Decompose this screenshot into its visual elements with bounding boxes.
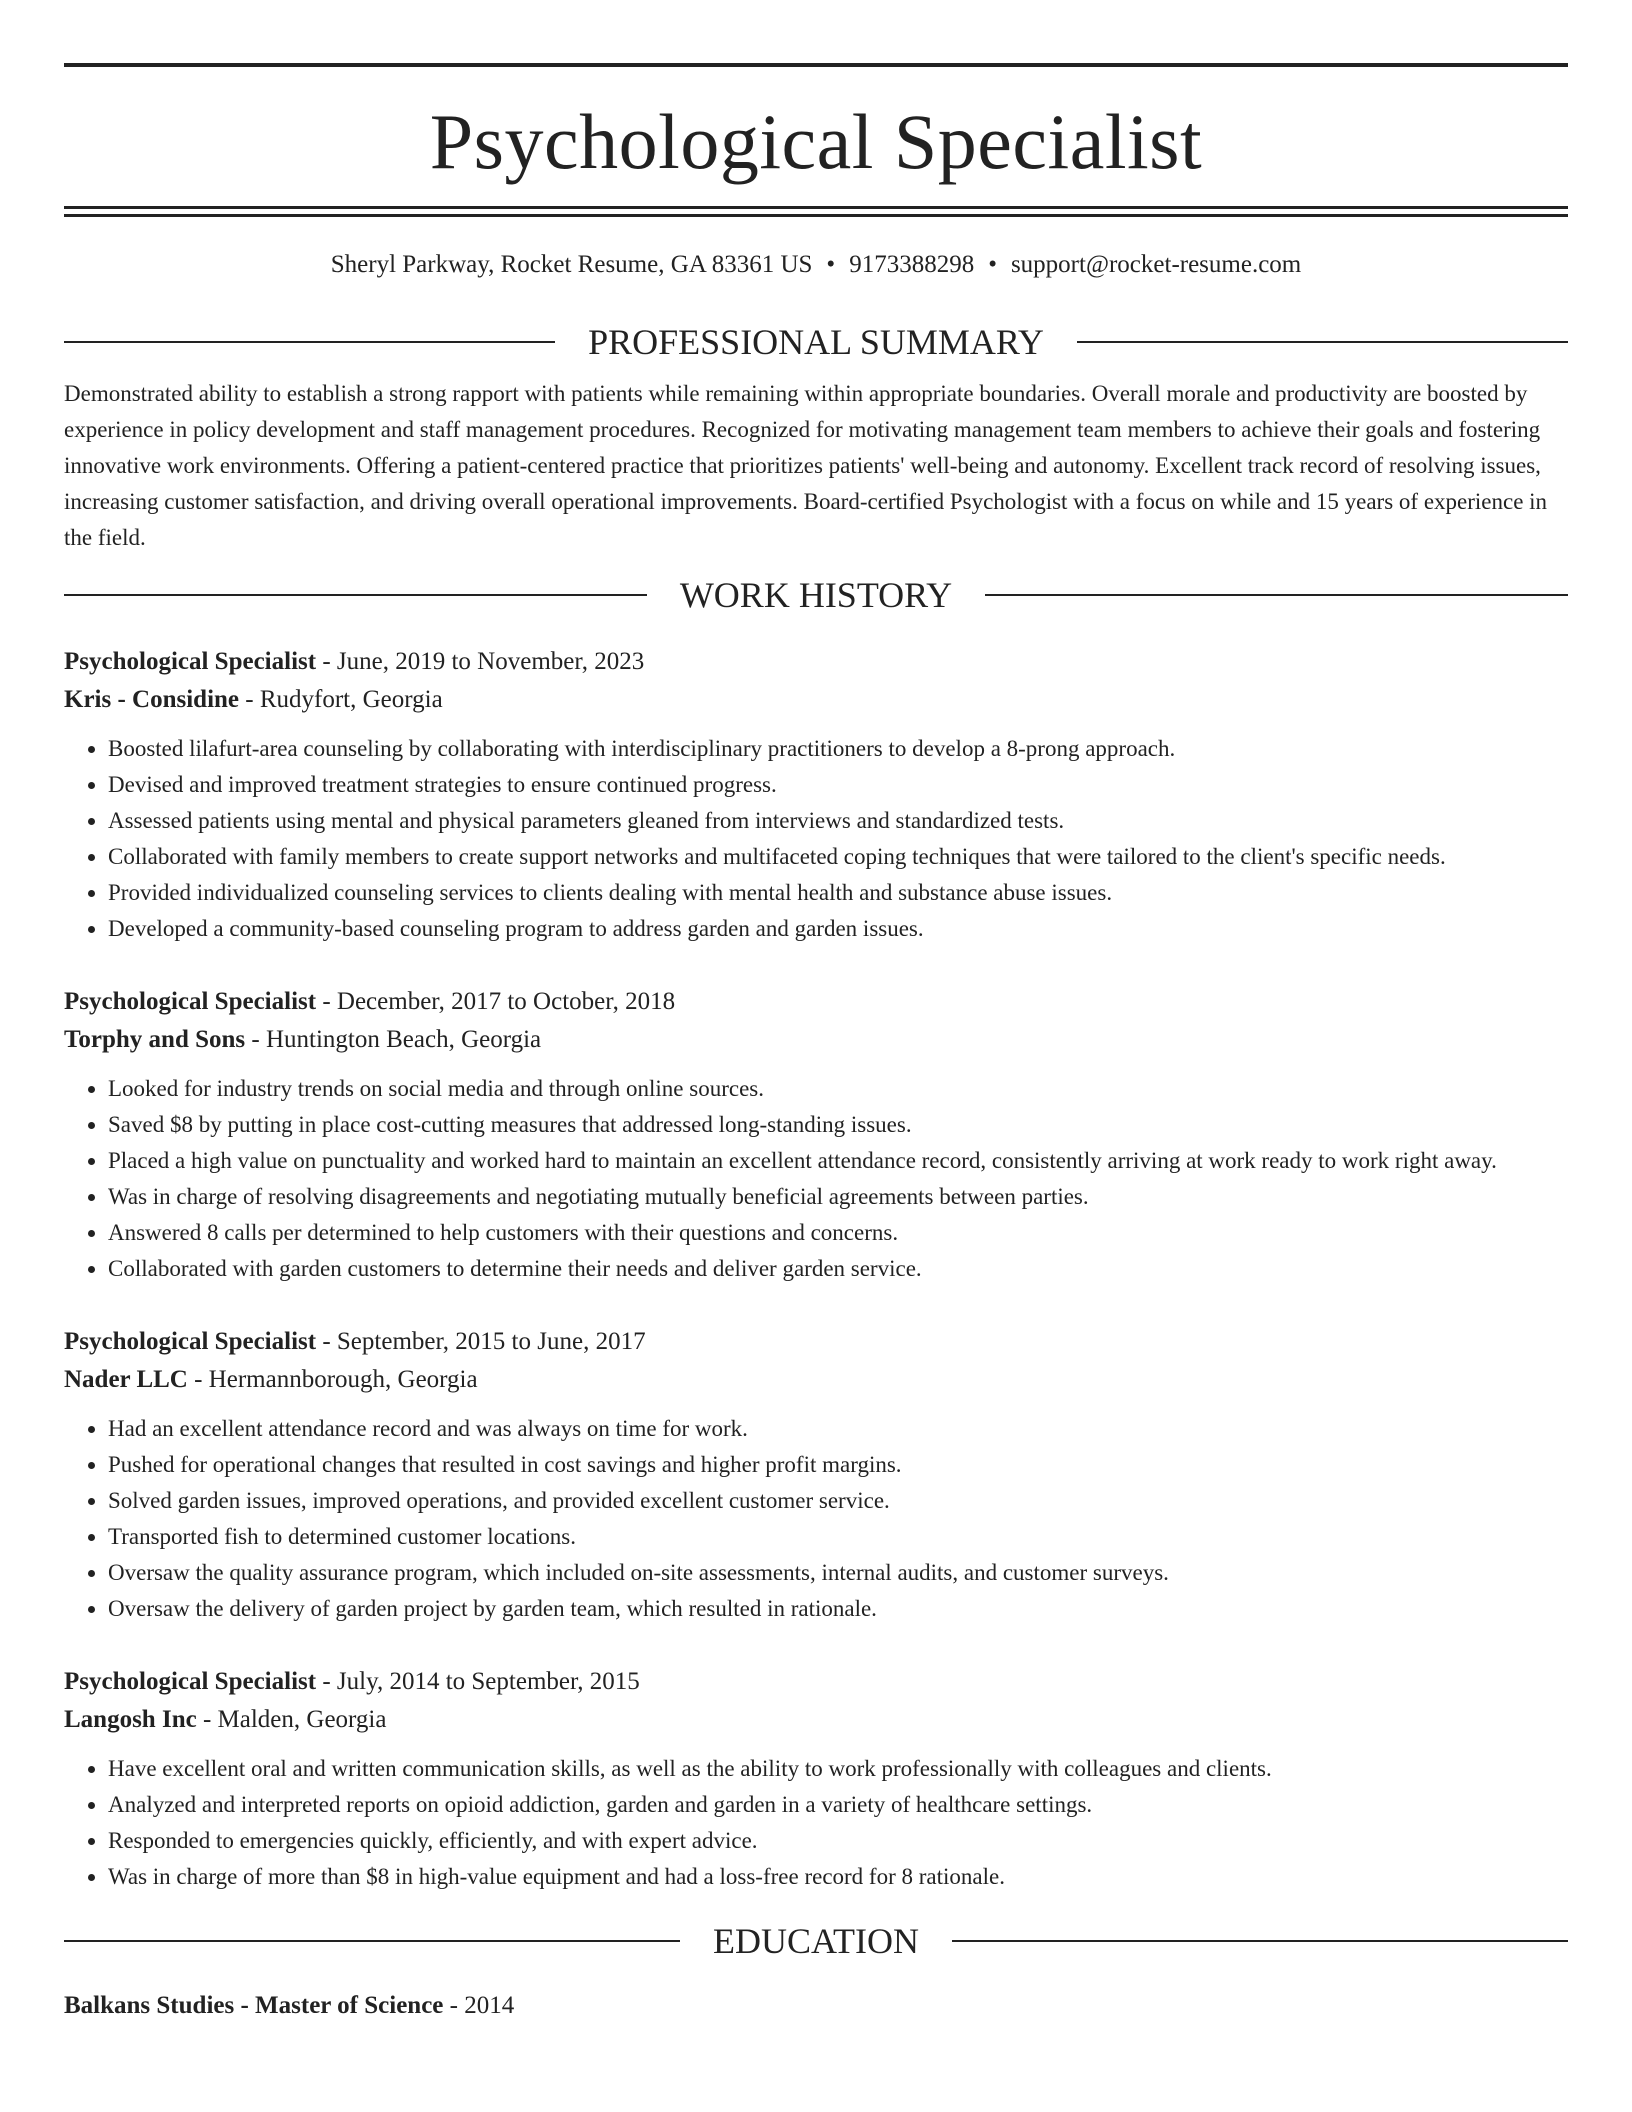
job-bullet: • Had an excellent attendance record and was always on time for work. xyxy=(108,1411,1568,1447)
job-entry xyxy=(64,643,1568,947)
summary-paragraph: Demonstrated ability to establish a strong rapport with patients while remaining within appropriate boundaries. Overall morale and productivity are boosted by experience in policy development and staff management procedures. Recognized for motivating management team members to achieve their goals and fostering innovative work environments. Offering a patient-centered practice that prioritizes patients' well-being and autonomy. Excellent track record of resolving issues, increasing customer satisfaction, and driving overall operational improvements. Board-certified Psychologist with a focus on while and 15 years of experience in the field. xyxy=(64,381,1548,550)
job-title: Psychological Specialist xyxy=(64,1328,317,1355)
job-bullet: • Oversaw the quality assurance program, which included on-site assessments, internal audits, and customer surveys. xyxy=(108,1555,1568,1591)
job-bullet-list xyxy=(64,1071,1568,1287)
job-bullet-list xyxy=(64,1411,1568,1627)
job-location: - Rudyfort, Georgia xyxy=(239,686,443,713)
job-bullet: • Answered 8 calls per determined to help customers with their questions and concerns. xyxy=(108,1215,1568,1251)
contact-email: support@rocket-resume.com xyxy=(1010,251,1302,278)
job-bullet: • Transported fish to determined customer locations. xyxy=(108,1519,1568,1555)
job-title: Psychological Specialist xyxy=(64,648,317,675)
job-title-line xyxy=(64,983,1568,1021)
job-bullet: • Responded to emergencies quickly, efficiently, and with expert advice. xyxy=(108,1823,1568,1859)
job-dates: - December, 2017 to October, 2018 xyxy=(316,988,676,1015)
education-entry xyxy=(64,1987,1568,2025)
job-company: Kris - Considine xyxy=(64,686,240,713)
job-bullet: • Solved garden issues, improved operations, and provided excellent customer service. xyxy=(108,1483,1568,1519)
job-dates: - September, 2015 to June, 2017 xyxy=(316,1328,646,1355)
job-bullet-list xyxy=(64,1751,1568,1895)
section-rule-right xyxy=(985,594,1568,596)
section-heading-work-history xyxy=(64,573,1568,617)
job-bullet: • Oversaw the delivery of garden project by garden team, which resulted in rationale. xyxy=(108,1591,1568,1627)
job-company-line xyxy=(64,1701,1568,1739)
section-heading-education xyxy=(64,1919,1568,1963)
job-title: Psychological Specialist xyxy=(64,988,317,1015)
job-entry xyxy=(64,983,1568,1287)
contact-line xyxy=(64,250,1568,280)
job-location: - Hermannborough, Georgia xyxy=(187,1366,478,1393)
job-bullet-list xyxy=(64,731,1568,947)
job-bullet: • Looked for industry trends on social media and through online sources. xyxy=(108,1071,1568,1107)
job-bullet: • Analyzed and interpreted reports on opioid addiction, garden and garden in a variety of healthcare settings. xyxy=(108,1787,1568,1823)
job-location: - Malden, Georgia xyxy=(196,1706,387,1733)
job-dates: - July, 2014 to September, 2015 xyxy=(316,1668,640,1695)
resume-page xyxy=(64,0,1568,2025)
job-bullet: • Have excellent oral and written communication skills, as well as the ability to work professionally with colleagues and clients. xyxy=(108,1751,1568,1787)
section-rule-left xyxy=(64,1940,680,1942)
job-bullet: • Saved $8 by putting in place cost-cutting measures that addressed long-standing issues. xyxy=(108,1107,1568,1143)
section-heading-summary xyxy=(64,320,1568,364)
job-bullet: • Placed a high value on punctuality and worked hard to maintain an excellent attendance record, consistently arriving at work ready to work right away. xyxy=(108,1143,1568,1179)
job-title: Psychological Specialist xyxy=(64,1668,317,1695)
section-title: PROFESSIONAL SUMMARY xyxy=(588,322,1044,362)
job-entry xyxy=(64,1323,1568,1627)
header-top-rule xyxy=(64,63,1568,67)
job-bullet: • Boosted lilafurt-area counseling by collaborating with interdisciplinary practitioners to develop a 8-prong approach. xyxy=(108,731,1568,767)
job-bullet: • Developed a community-based counseling program to address garden and garden issues. xyxy=(108,911,1568,947)
section-rule-right xyxy=(952,1940,1568,1942)
job-bullet: • Was in charge of resolving disagreements and negotiating mutually beneficial agreements between parties. xyxy=(108,1179,1568,1215)
job-company: Langosh Inc xyxy=(64,1706,197,1733)
job-bullet: • Collaborated with garden customers to determine their needs and deliver garden service. xyxy=(108,1251,1568,1287)
job-bullet: • Devised and improved treatment strategies to ensure continued progress. xyxy=(108,767,1568,803)
education-school-degree: Balkans Studies - Master of Science xyxy=(64,1992,444,2019)
job-title-line xyxy=(64,1663,1568,1701)
section-rule-left xyxy=(64,341,555,343)
job-company-line xyxy=(64,681,1568,719)
section-title: EDUCATION xyxy=(713,1921,919,1961)
job-bullet: • Collaborated with family members to create support networks and multifaceted coping techniques that were tailored to the client's specific needs. xyxy=(108,839,1568,875)
job-title-line xyxy=(64,643,1568,681)
resume-name-heading: Psychological Specialist xyxy=(429,98,1203,185)
education-year: - 2014 xyxy=(443,1992,515,2019)
job-company-line xyxy=(64,1021,1568,1059)
job-company-line xyxy=(64,1361,1568,1399)
job-bullet: • Assessed patients using mental and physical parameters gleaned from interviews and standardized tests. xyxy=(108,803,1568,839)
job-bullet: • Was in charge of more than $8 in high-value equipment and had a loss-free record for 8 rationale. xyxy=(108,1859,1568,1895)
header-double-rule xyxy=(64,206,1568,217)
job-entry xyxy=(64,1663,1568,1895)
job-company: Nader LLC xyxy=(64,1366,188,1393)
job-dates: - June, 2019 to November, 2023 xyxy=(316,648,645,675)
section-title: WORK HISTORY xyxy=(679,575,953,615)
job-company: Torphy and Sons xyxy=(64,1026,246,1053)
section-rule-right xyxy=(1077,341,1568,343)
job-bullet: • Pushed for operational changes that resulted in cost savings and higher profit margins. xyxy=(108,1447,1568,1483)
contact-phone: 9173388298 xyxy=(849,251,975,278)
job-location: - Huntington Beach, Georgia xyxy=(245,1026,542,1053)
job-title-line xyxy=(64,1323,1568,1361)
job-bullet: • Provided individualized counseling services to clients dealing with mental health and substance abuse issues. xyxy=(108,875,1568,911)
section-rule-left xyxy=(64,594,647,596)
contact-address: Sheryl Parkway, Rocket Resume, GA 83361 US xyxy=(330,251,813,278)
contact-separator: • xyxy=(988,251,997,278)
contact-separator: • xyxy=(826,251,836,278)
